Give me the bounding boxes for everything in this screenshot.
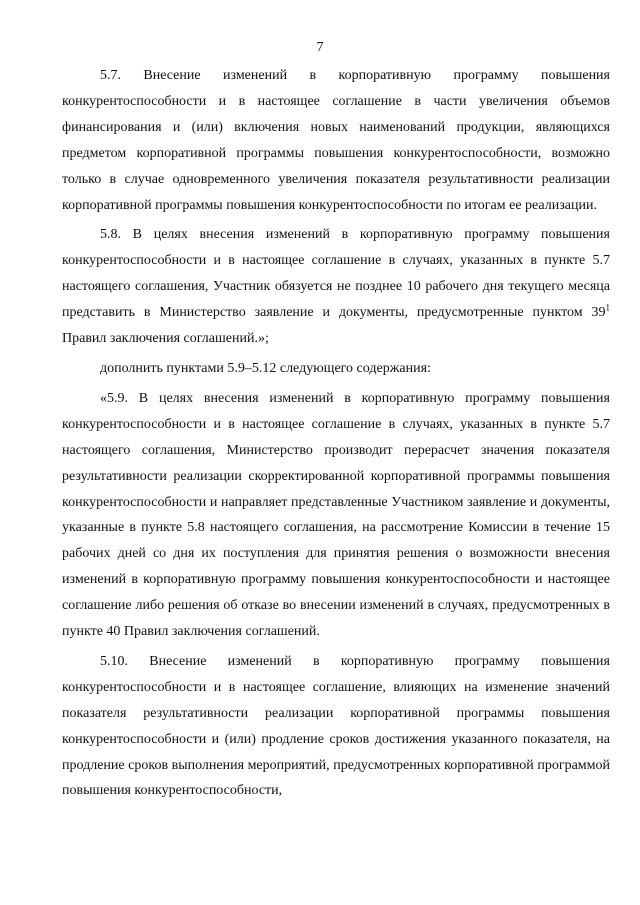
paragraph-5-8-tail: Правил заключения соглашений.»;: [62, 331, 269, 347]
paragraph-5-7: 5.7. Внесение изменений в корпоративную программу повышения конкурентоспособности и в настоящее соглашение в части увеличения объемов финансирования и (или) включения новых наименований продукции, являющихся предметом корпоративной программы повышения конкурентоспособности, возможно только в случае одновременного увеличения показателя результативности реализации корпоративной программы повышения конкурентоспособности по итогам ее реализации.: [62, 68, 610, 213]
page-number: 7: [316, 40, 324, 55]
footnote-superscript: 1: [605, 302, 610, 313]
paragraph-5-10: 5.10. Внесение изменений в корпоративную программу повышения конкурентоспособности и в настоящее соглашение, влияющих на изменение значений показателя результативности реализации корпоративной программы повышения конкурентоспособности и (или) продление сроков достижения указанного показателя, на продление сроков выполнения мероприятий, предусмотренных корпоративной программой повышения конкурентоспособности,: [62, 653, 610, 799]
paragraph-addition-intro: дополнить пунктами 5.9–5.12 следующего содержания:: [100, 360, 431, 376]
document-body: [62, 63, 610, 804]
paragraph-5-8-text: 5.8. В целях внесения изменений в корпоративную программу повышения конкурентоспособности и в настоящее соглашение в случаях, указанных в пункте 5.7 настоящего соглашения, Участник обязуется не позднее 10 рабочего дня текущего месяца представить в Министерство заявление и документы, предусмотренные пунктом 39: [62, 227, 610, 321]
paragraph-5-8: [62, 222, 610, 352]
paragraph-5-9: «5.9. В целях внесения изменений в корпоративную программу повышения конкурентоспособности и в настоящее соглашение в случаях, указанных в пункте 5.7 настоящего соглашения, Министерство производит перерасчет значения показателя результативности реализации скорректированной корпоративной программы повышения конкурентоспособности и направляет представленные Участником заявление и документы, указанные в пункте 5.8 настоящего соглашения, на рассмотрение Комиссии в течение 15 рабочих дней со дня их поступления для принятия решения о возможности внесения изменений в корпоративную программу повышения конкурентоспособности и настоящее соглашение либо решения об отказе во внесении изменений в случаях, предусмотренных в пункте 40 Правил заключения соглашений.: [62, 390, 610, 640]
